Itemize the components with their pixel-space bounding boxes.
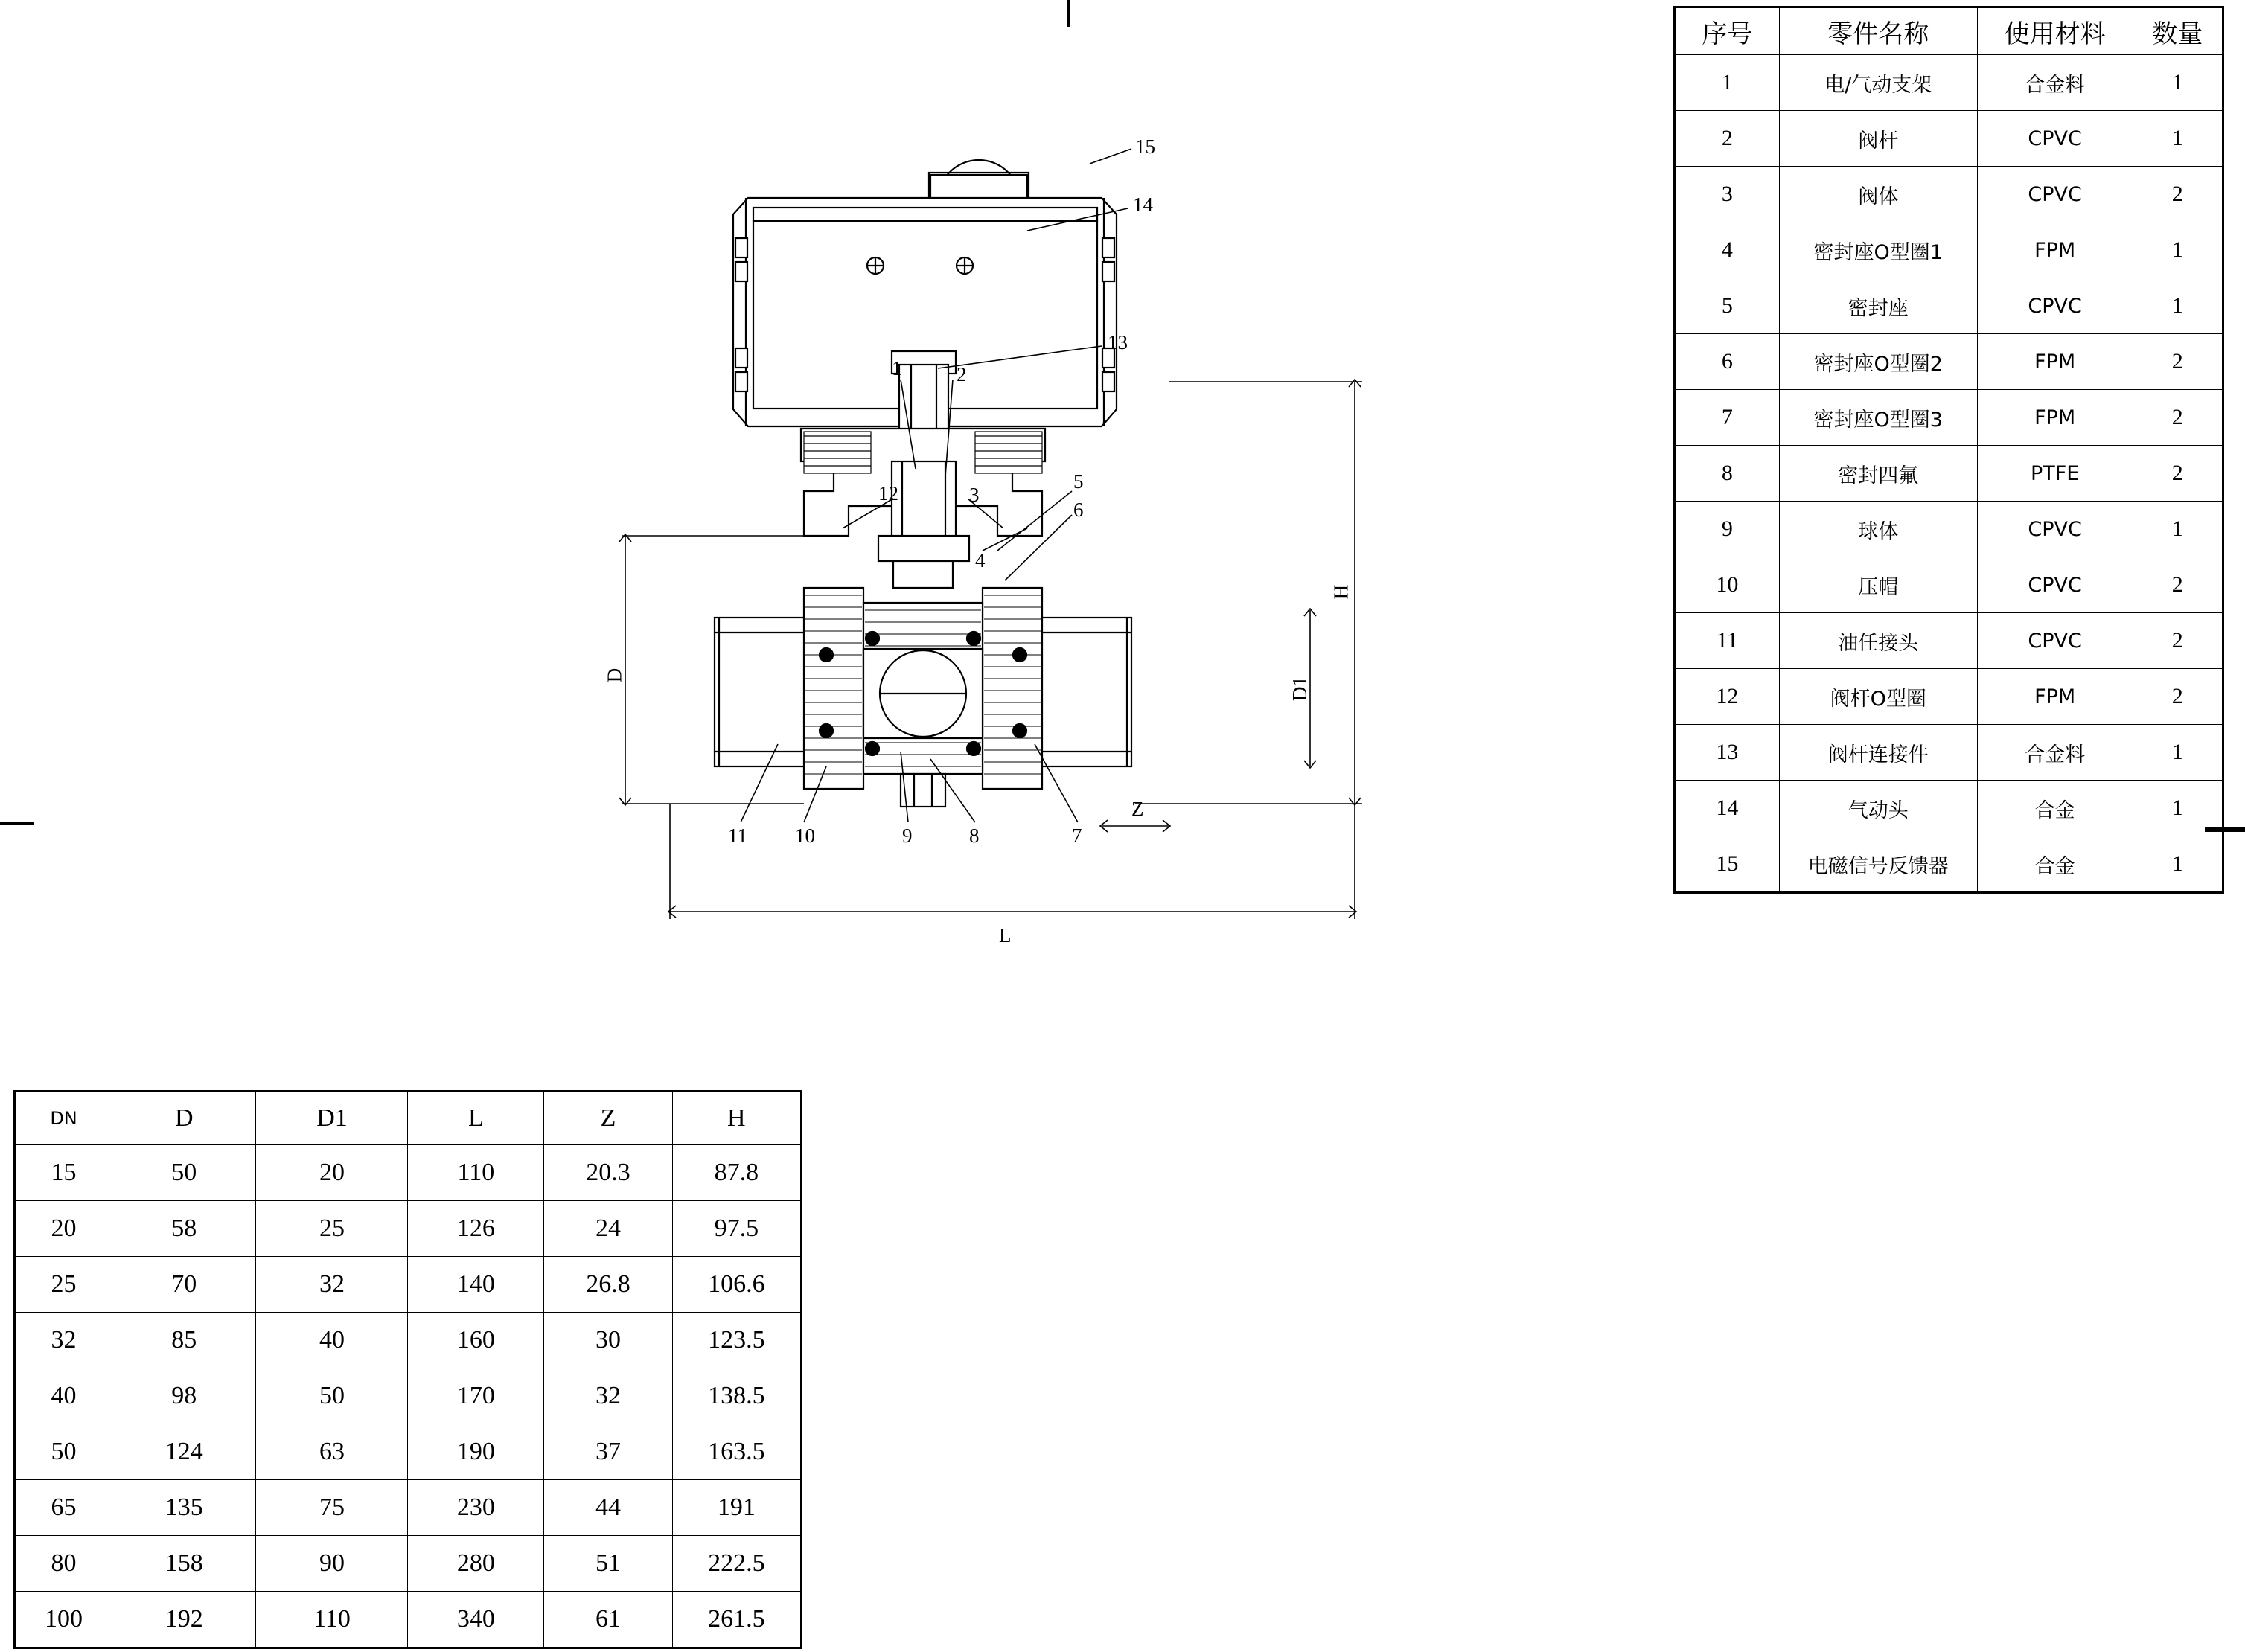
bom-cell-no: 6 (1675, 334, 1780, 390)
dim-header-h: H (672, 1092, 801, 1145)
dimension-label-D1: D1 (1288, 676, 1311, 701)
bom-cell-no: 4 (1675, 222, 1780, 278)
table-row (1675, 502, 2223, 557)
bom-cell-name: 密封座O型圈2 (1779, 334, 1977, 390)
bom-cell-qty: 2 (2133, 669, 2223, 725)
dim-cell: 90 (256, 1536, 408, 1592)
table-row (1675, 55, 2223, 111)
table-row (15, 1257, 802, 1313)
callout-6: 6 (1073, 499, 1084, 521)
dim-cell: 140 (408, 1257, 544, 1313)
bom-cell-material: 合金 (1977, 836, 2133, 893)
dim-cell: 15 (15, 1145, 112, 1201)
bom-cell-qty: 1 (2133, 278, 2223, 334)
dimension-label-D: D (603, 667, 626, 683)
table-row (15, 1368, 802, 1424)
bom-cell-qty: 2 (2133, 334, 2223, 390)
dim-cell: 58 (112, 1201, 256, 1257)
dim-cell: 44 (544, 1480, 672, 1536)
dim-cell: 50 (15, 1424, 112, 1480)
callout-10: 10 (795, 825, 815, 847)
callout-1: 1 (892, 357, 902, 380)
table-row (1675, 725, 2223, 781)
table-row (1675, 390, 2223, 446)
bom-cell-material: PTFE (1977, 446, 2133, 502)
dim-cell: 26.8 (544, 1257, 672, 1313)
dim-cell: 163.5 (672, 1424, 801, 1480)
bom-cell-qty: 2 (2133, 390, 2223, 446)
table-row (15, 1424, 802, 1480)
table-row (1675, 557, 2223, 613)
table-row (15, 1536, 802, 1592)
dim-cell: 106.6 (672, 1257, 801, 1313)
callout-5: 5 (1073, 470, 1084, 493)
bom-header-name: 零件名称 (1779, 7, 1977, 55)
bom-cell-qty: 2 (2133, 557, 2223, 613)
dim-cell: 280 (408, 1536, 544, 1592)
bom-cell-name: 阀体 (1779, 167, 1977, 222)
dim-header-dn: DN (15, 1092, 112, 1145)
bom-cell-material: FPM (1977, 390, 2133, 446)
dim-cell: 123.5 (672, 1313, 801, 1368)
dim-header-d1: D1 (256, 1092, 408, 1145)
dim-cell: 230 (408, 1480, 544, 1536)
table-row (1675, 278, 2223, 334)
bom-cell-name: 密封四氟 (1779, 446, 1977, 502)
dim-cell: 20.3 (544, 1145, 672, 1201)
dim-cell: 80 (15, 1536, 112, 1592)
dim-cell: 135 (112, 1480, 256, 1536)
dimension-label-Z: Z (1131, 798, 1144, 820)
bom-cell-qty: 2 (2133, 613, 2223, 669)
bom-cell-material: CPVC (1977, 613, 2133, 669)
table-row (15, 1480, 802, 1536)
table-row (1675, 334, 2223, 390)
bom-cell-material: 合金料 (1977, 725, 2133, 781)
bom-cell-no: 5 (1675, 278, 1780, 334)
dimension-label-H: H (1329, 584, 1353, 600)
bom-cell-qty: 1 (2133, 111, 2223, 167)
dim-cell: 261.5 (672, 1592, 801, 1648)
bom-cell-qty: 1 (2133, 502, 2223, 557)
dimension-label-L: L (999, 924, 1012, 947)
bom-cell-name: 密封座O型圈3 (1779, 390, 1977, 446)
bom-cell-material: FPM (1977, 222, 2133, 278)
dim-cell: 63 (256, 1424, 408, 1480)
dim-cell: 20 (15, 1201, 112, 1257)
callout-9: 9 (902, 825, 913, 847)
frame-tick-left (0, 822, 34, 825)
bom-cell-material: 合金料 (1977, 55, 2133, 111)
dim-cell: 138.5 (672, 1368, 801, 1424)
bom-cell-material: FPM (1977, 669, 2133, 725)
dim-cell: 85 (112, 1313, 256, 1368)
table-row (1675, 446, 2223, 502)
bom-cell-name: 气动头 (1779, 781, 1977, 836)
dim-cell: 40 (15, 1368, 112, 1424)
bom-header-qty: 数量 (2133, 7, 2223, 55)
dim-cell: 50 (256, 1368, 408, 1424)
bom-cell-qty: 1 (2133, 222, 2223, 278)
bom-cell-qty: 1 (2133, 836, 2223, 893)
dim-cell: 222.5 (672, 1536, 801, 1592)
bom-cell-qty: 2 (2133, 167, 2223, 222)
bom-cell-no: 15 (1675, 836, 1780, 893)
callout-8: 8 (969, 825, 980, 847)
bom-cell-name: 油任接头 (1779, 613, 1977, 669)
dim-cell: 20 (256, 1145, 408, 1201)
callout-13: 13 (1108, 331, 1128, 353)
bom-cell-material: CPVC (1977, 278, 2133, 334)
callout-14: 14 (1133, 193, 1153, 216)
dim-cell: 124 (112, 1424, 256, 1480)
table-row (15, 1313, 802, 1368)
dim-cell: 191 (672, 1480, 801, 1536)
dim-header-d: D (112, 1092, 256, 1145)
dim-cell: 110 (408, 1145, 544, 1201)
callout-15: 15 (1135, 135, 1155, 158)
bom-cell-name: 密封座 (1779, 278, 1977, 334)
table-row (15, 1145, 802, 1201)
bom-header-row (1675, 7, 2223, 55)
dim-cell: 32 (544, 1368, 672, 1424)
dim-cell: 61 (544, 1592, 672, 1648)
bom-cell-name: 电磁信号反馈器 (1779, 836, 1977, 893)
bom-cell-material: CPVC (1977, 167, 2133, 222)
dim-cell: 170 (408, 1368, 544, 1424)
dim-cell: 97.5 (672, 1201, 801, 1257)
callout-11: 11 (728, 825, 747, 847)
callout-3: 3 (969, 484, 980, 506)
bom-cell-material: 合金 (1977, 781, 2133, 836)
table-row (1675, 111, 2223, 167)
bom-cell-no: 9 (1675, 502, 1780, 557)
callout-12: 12 (878, 482, 898, 505)
bom-header-material: 使用材料 (1977, 7, 2133, 55)
dim-cell: 100 (15, 1592, 112, 1648)
bom-header-no: 序号 (1675, 7, 1780, 55)
bill-of-materials-table (1673, 6, 2224, 894)
dim-cell: 158 (112, 1536, 256, 1592)
dimension-header-row (15, 1092, 802, 1145)
bom-cell-no: 2 (1675, 111, 1780, 167)
bom-cell-no: 7 (1675, 390, 1780, 446)
dim-cell: 50 (112, 1145, 256, 1201)
dim-cell: 192 (112, 1592, 256, 1648)
valve-assembly-drawing (581, 15, 1645, 982)
bom-cell-qty: 1 (2133, 781, 2223, 836)
bom-cell-qty: 1 (2133, 55, 2223, 111)
callout-7: 7 (1072, 825, 1082, 847)
bom-cell-qty: 2 (2133, 446, 2223, 502)
bom-cell-no: 8 (1675, 446, 1780, 502)
bom-cell-no: 10 (1675, 557, 1780, 613)
dim-cell: 340 (408, 1592, 544, 1648)
table-row (15, 1201, 802, 1257)
callout-4: 4 (975, 549, 986, 572)
bom-cell-no: 13 (1675, 725, 1780, 781)
bom-cell-name: 阀杆 (1779, 111, 1977, 167)
bom-cell-name: 阀杆连接件 (1779, 725, 1977, 781)
bom-cell-material: CPVC (1977, 111, 2133, 167)
bom-cell-material: CPVC (1977, 557, 2133, 613)
dim-cell: 98 (112, 1368, 256, 1424)
bom-cell-name: 电/气动支架 (1779, 55, 1977, 111)
dim-cell: 51 (544, 1536, 672, 1592)
bom-cell-no: 11 (1675, 613, 1780, 669)
dim-cell: 24 (544, 1201, 672, 1257)
dim-header-z: Z (544, 1092, 672, 1145)
table-row (1675, 222, 2223, 278)
bom-cell-material: FPM (1977, 334, 2133, 390)
bom-cell-name: 压帽 (1779, 557, 1977, 613)
dim-cell: 40 (256, 1313, 408, 1368)
bom-cell-name: 球体 (1779, 502, 1977, 557)
bom-cell-no: 12 (1675, 669, 1780, 725)
table-row (15, 1592, 802, 1648)
dim-cell: 25 (15, 1257, 112, 1313)
bom-cell-material: CPVC (1977, 502, 2133, 557)
dim-cell: 30 (544, 1313, 672, 1368)
dim-cell: 110 (256, 1592, 408, 1648)
table-row (1675, 613, 2223, 669)
dim-cell: 190 (408, 1424, 544, 1480)
bom-cell-qty: 1 (2133, 725, 2223, 781)
table-row (1675, 781, 2223, 836)
bom-cell-no: 1 (1675, 55, 1780, 111)
bom-cell-no: 3 (1675, 167, 1780, 222)
dim-cell: 25 (256, 1201, 408, 1257)
dim-cell: 75 (256, 1480, 408, 1536)
dim-cell: 87.8 (672, 1145, 801, 1201)
dim-cell: 32 (256, 1257, 408, 1313)
dim-cell: 32 (15, 1313, 112, 1368)
dim-cell: 160 (408, 1313, 544, 1368)
dim-cell: 126 (408, 1201, 544, 1257)
table-row (1675, 669, 2223, 725)
table-row (1675, 167, 2223, 222)
bom-cell-no: 14 (1675, 781, 1780, 836)
bom-cell-name: 阀杆O型圈 (1779, 669, 1977, 725)
dim-cell: 65 (15, 1480, 112, 1536)
dim-header-l: L (408, 1092, 544, 1145)
table-row (1675, 836, 2223, 893)
dimension-table (13, 1090, 802, 1649)
bom-cell-name: 密封座O型圈1 (1779, 222, 1977, 278)
callout-2: 2 (957, 363, 967, 385)
dim-cell: 37 (544, 1424, 672, 1480)
dim-cell: 70 (112, 1257, 256, 1313)
